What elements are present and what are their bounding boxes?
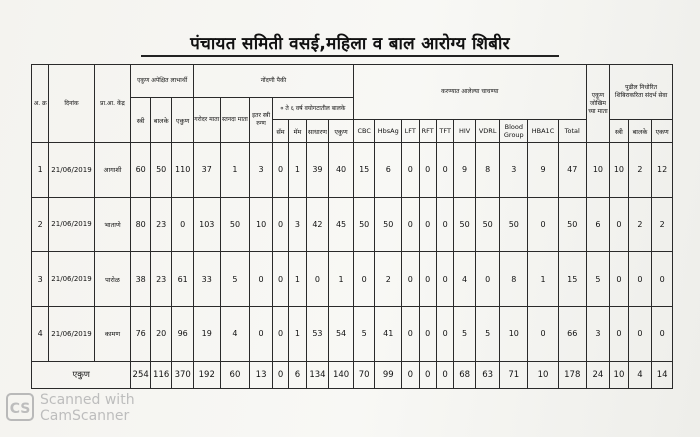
cell-value: 10 — [610, 143, 628, 198]
header-pregnant-mothers: गरोदर माता — [193, 98, 220, 143]
total-value: 254 — [131, 361, 150, 388]
cell-value: 2 — [375, 252, 402, 307]
cell-value: 4 — [454, 252, 476, 307]
header-test-vdrl: VDRL — [475, 120, 500, 143]
cell-value: 50 — [150, 143, 172, 198]
cell-value: 0 — [610, 197, 628, 252]
header-referral-women: स्त्री — [610, 120, 628, 143]
row-number: 1 — [32, 143, 49, 198]
cell-value: 0 — [272, 306, 288, 361]
cell-value: 6 — [586, 197, 610, 252]
header-expected-total: एकुण — [172, 98, 194, 143]
header-expected-women: स्त्री — [131, 98, 150, 143]
cell-value: 39 — [306, 143, 329, 198]
header-registered: नोंदणी पैकी — [193, 65, 353, 98]
cell-value: 5 — [454, 306, 476, 361]
row-number: 4 — [32, 306, 49, 361]
cell-value: 10 — [250, 197, 273, 252]
row-phc: भाताणे — [94, 197, 131, 252]
cell-value: 50 — [375, 197, 402, 252]
cell-value: 66 — [558, 306, 586, 361]
cell-value: 1 — [329, 252, 354, 307]
header-expected-beneficiaries: एकुण अपेक्षित लाभार्थी — [131, 65, 194, 98]
row-phc: कामण — [94, 306, 131, 361]
total-value: 6 — [289, 361, 306, 388]
header-test-lft: LFT — [402, 120, 419, 143]
cell-value: 50 — [353, 197, 375, 252]
cell-value: 50 — [454, 197, 476, 252]
cell-value: 9 — [454, 143, 476, 198]
cell-value: 33 — [193, 252, 220, 307]
cell-value: 0 — [419, 143, 436, 198]
document-title: पंचायत समिती वसई,महिला व बाल आरोग्य शिबीर — [190, 34, 510, 54]
watermark-line-2: CamScanner — [40, 408, 130, 424]
cell-value: 0 — [528, 306, 559, 361]
header-test-cbc: CBC — [353, 120, 375, 143]
total-value: 0 — [419, 361, 436, 388]
cell-value: 103 — [193, 197, 220, 252]
cell-value: 2 — [628, 143, 652, 198]
cell-value: 0 — [353, 252, 375, 307]
cell-value: 0 — [652, 306, 673, 361]
table-row — [32, 306, 673, 361]
cell-value: 40 — [329, 143, 354, 198]
header-referral-total: एकण — [652, 120, 673, 143]
cell-value: 5 — [586, 252, 610, 307]
total-value: 178 — [558, 361, 586, 388]
row-number: 2 — [32, 197, 49, 252]
cell-value: 15 — [558, 252, 586, 307]
cell-value: 3 — [586, 306, 610, 361]
cell-value: 15 — [353, 143, 375, 198]
cell-value: 0 — [402, 197, 419, 252]
cell-value: 41 — [375, 306, 402, 361]
cell-value: 61 — [172, 252, 194, 307]
total-value: 63 — [475, 361, 500, 388]
header-children-0-6: ० ते ६ वर्ष वयोगटातील बालके — [272, 98, 353, 120]
total-value: 370 — [172, 361, 194, 388]
total-value: 71 — [500, 361, 528, 388]
cell-value: 0 — [272, 143, 288, 198]
header-high-risk-mothers: एकूण जोखिम च्या माता — [586, 65, 610, 143]
row-date: 21/06/2019 — [49, 306, 94, 361]
cell-value: 3 — [289, 197, 306, 252]
cell-value: 5 — [353, 306, 375, 361]
cell-value: 5 — [475, 306, 500, 361]
header-normal: साधारण — [306, 120, 329, 143]
total-value: 116 — [150, 361, 172, 388]
cell-value: 0 — [402, 143, 419, 198]
cell-value: 0 — [402, 306, 419, 361]
cell-value: 0 — [419, 252, 436, 307]
cell-value: 1 — [289, 252, 306, 307]
row-date: 21/06/2019 — [49, 197, 94, 252]
cell-value: 50 — [475, 197, 500, 252]
cell-value: 110 — [172, 143, 194, 198]
row-date: 21/06/2019 — [49, 252, 94, 307]
cell-value: 37 — [193, 143, 220, 198]
cell-value: 0 — [306, 252, 329, 307]
total-row — [32, 361, 673, 388]
total-value: 24 — [586, 361, 610, 388]
cell-value: 23 — [150, 197, 172, 252]
total-value: 70 — [353, 361, 375, 388]
header-children-total: एकुण — [329, 120, 354, 143]
cell-value: 80 — [131, 197, 150, 252]
total-value: 134 — [306, 361, 329, 388]
total-value: 68 — [454, 361, 476, 388]
cell-value: 5 — [220, 252, 250, 307]
total-label: एकुण — [32, 361, 131, 388]
cell-value: 10 — [586, 143, 610, 198]
cell-value: 2 — [652, 197, 673, 252]
cell-value: 23 — [150, 252, 172, 307]
header-phc: प्रा.आ. केंद्र — [94, 65, 131, 143]
total-value: 140 — [329, 361, 354, 388]
camscanner-watermark — [40, 392, 135, 424]
row-phc: पारोळ — [94, 252, 131, 307]
cell-value: 38 — [131, 252, 150, 307]
cell-value: 0 — [419, 306, 436, 361]
table-row — [32, 252, 673, 307]
table-row — [32, 143, 673, 198]
cell-value: 0 — [610, 252, 628, 307]
total-value: 4 — [628, 361, 652, 388]
cell-value: 6 — [375, 143, 402, 198]
cell-value: 50 — [558, 197, 586, 252]
header-date: दिनांक — [49, 65, 94, 143]
cell-value: 0 — [436, 197, 453, 252]
cell-value: 1 — [528, 252, 559, 307]
header-mam: मॅम — [289, 120, 306, 143]
total-value: 10 — [610, 361, 628, 388]
cell-value: 12 — [652, 143, 673, 198]
cell-value: 0 — [475, 252, 500, 307]
cell-value: 0 — [628, 252, 652, 307]
cell-value: 42 — [306, 197, 329, 252]
cell-value: 3 — [250, 143, 273, 198]
header-other-women-patients: इतर स्त्री रुग्ण — [250, 98, 273, 143]
header-test-rft: RFT — [419, 120, 436, 143]
cell-value: 0 — [250, 306, 273, 361]
cell-value: 45 — [329, 197, 354, 252]
total-value: 60 — [220, 361, 250, 388]
header-sr-no: अ. क्र — [32, 65, 49, 143]
cell-value: 9 — [528, 143, 559, 198]
cell-value: 1 — [289, 143, 306, 198]
cell-value: 0 — [436, 143, 453, 198]
title-underline — [141, 55, 559, 57]
header-referral-children: बालके — [628, 120, 652, 143]
cell-value: 0 — [436, 306, 453, 361]
cell-value: 20 — [150, 306, 172, 361]
header-expected-children: बालके — [150, 98, 172, 143]
total-value: 99 — [375, 361, 402, 388]
cell-value: 0 — [272, 197, 288, 252]
header-test-tft: TFT — [436, 120, 453, 143]
cell-value: 0 — [172, 197, 194, 252]
cell-value: 4 — [220, 306, 250, 361]
cell-value: 76 — [131, 306, 150, 361]
cell-value: 8 — [475, 143, 500, 198]
header-test-blood-group: Blood Group — [500, 120, 528, 143]
cell-value: 50 — [500, 197, 528, 252]
cell-value: 50 — [220, 197, 250, 252]
cell-value: 8 — [500, 252, 528, 307]
cell-value: 0 — [419, 197, 436, 252]
header-test-hiv: HIV — [454, 120, 476, 143]
cell-value: 3 — [500, 143, 528, 198]
cell-value: 0 — [402, 252, 419, 307]
cell-value: 0 — [628, 306, 652, 361]
camscanner-logo-icon: CS — [6, 393, 34, 421]
table-row — [32, 197, 673, 252]
cell-value: 0 — [272, 252, 288, 307]
header-sam: सॅम — [272, 120, 288, 143]
total-value: 0 — [272, 361, 288, 388]
cell-value: 53 — [306, 306, 329, 361]
total-value: 0 — [436, 361, 453, 388]
total-value: 192 — [193, 361, 220, 388]
cell-value: 60 — [131, 143, 150, 198]
total-value: 0 — [402, 361, 419, 388]
cell-value: 0 — [528, 197, 559, 252]
cell-value: 54 — [329, 306, 354, 361]
watermark-line-1: Scanned with — [40, 392, 135, 408]
row-date: 21/06/2019 — [49, 143, 94, 198]
row-number: 3 — [32, 252, 49, 307]
cell-value: 1 — [289, 306, 306, 361]
row-phc: आगाशी — [94, 143, 131, 198]
total-value: 14 — [652, 361, 673, 388]
cell-value: 47 — [558, 143, 586, 198]
header-lactating-mothers: स्तनदा माता — [220, 98, 250, 143]
cell-value: 1 — [220, 143, 250, 198]
cell-value: 0 — [436, 252, 453, 307]
health-camp-table — [31, 64, 673, 389]
cell-value: 0 — [250, 252, 273, 307]
cell-value: 96 — [172, 306, 194, 361]
cell-value: 2 — [628, 197, 652, 252]
header-test-hbsag: HbsAg — [375, 120, 402, 143]
total-value: 13 — [250, 361, 273, 388]
total-value: 10 — [528, 361, 559, 388]
header-tests-done: करण्यात आलेल्या चाचण्या — [353, 65, 586, 120]
cell-value: 19 — [193, 306, 220, 361]
cell-value: 10 — [500, 306, 528, 361]
header-tests-total: Total — [558, 120, 586, 143]
header-referral-service: पुढील निधोरित शिबिराकरिता संदर्भ सेवा — [610, 65, 673, 120]
cell-value: 0 — [610, 306, 628, 361]
cell-value: 0 — [652, 252, 673, 307]
header-test-hba1c: HBA1C — [528, 120, 559, 143]
